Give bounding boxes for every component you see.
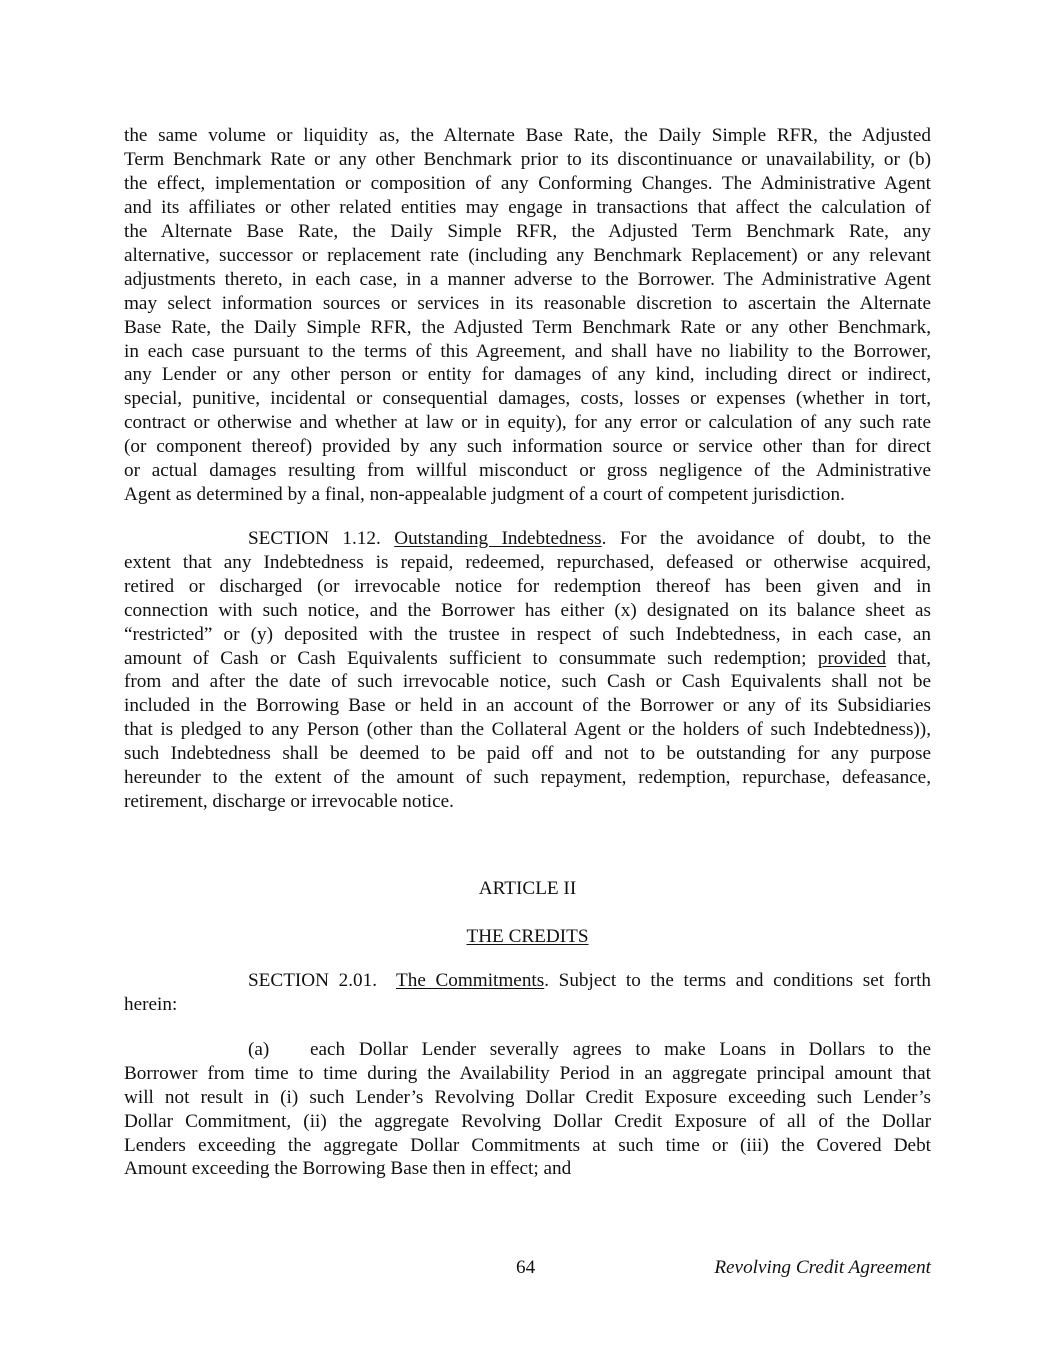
section-title: The Commitments (396, 970, 545, 991)
text-line: Amount exceeding the Borrowing Base then in effect; and (124, 1158, 572, 1179)
text-line: Agent as determined by a final, non-appealable judgment of a court of competent jurisdiction. (124, 484, 845, 505)
text-line: contract or otherwise and whether at law or in equity), for any error or calculation of any such rate (124, 412, 931, 433)
text-line: any Lender or any other person or entity for damages of any kind, including direct or indirect, (124, 364, 931, 385)
text-line: the effect, implementation or composition of any Conforming Changes. The Administrative Agent (124, 173, 931, 194)
text-line: adjustments thereto, in each case, in a manner adverse to the Borrower. The Administrative Agent (124, 269, 931, 290)
text-line: from and after the date of such irrevocable notice, such Cash or Cash Equivalents shall not be (124, 671, 931, 692)
text-segment: amount of Cash or Cash Equivalents sufficient to consummate such redemption; (124, 648, 818, 669)
text-line: Term Benchmark Rate or any other Benchmark prior to its discontinuance or unavailability, or (b) (124, 149, 931, 170)
text-line: and its affiliates or other related entities may engage in transactions that affect the calculation of (124, 197, 931, 218)
text-line: special, punitive, incidental or consequential damages, costs, losses or expenses (whether in tort, (124, 388, 931, 409)
text-line: the same volume or liquidity as, the Alternate Base Rate, the Daily Simple RFR, the Adjusted (124, 125, 931, 146)
text-line (124, 647, 931, 671)
provided-term: provided (817, 648, 887, 669)
text-line: such Indebtedness shall be deemed to be paid off and not to be outstanding for any purpose (124, 743, 931, 764)
text-segment: that, (886, 648, 931, 669)
text-line: in each case pursuant to the terms of this Agreement, and shall have no liability to the Borrower, (124, 341, 931, 362)
text-line: (or component thereof) provided by any such information source or service other than for direct (124, 436, 931, 457)
text-line: Lenders exceeding the aggregate Dollar Commitments at such time or (iii) the Covered Debt (124, 1135, 931, 1156)
section-number: SECTION 1.12. (248, 528, 381, 549)
clause-label: (a) (248, 1039, 270, 1060)
article-title-text: THE CREDITS (466, 926, 589, 947)
section-heading-line (248, 969, 931, 993)
text-line: the Alternate Base Rate, the Daily Simple RFR, the Adjusted Term Benchmark Rate, any (124, 221, 931, 242)
text-line: connection with such notice, and the Borrower has either (x) designated on its balance sheet as (124, 600, 931, 621)
text-segment: . Subject to the terms and conditions set forth (544, 970, 932, 991)
text-line: “restricted” or (y) deposited with the trustee in respect of such Indebtedness, in each case, an (124, 624, 931, 645)
page-number: 64 (516, 1257, 536, 1278)
section-title: Outstanding Indebtedness (394, 528, 602, 549)
section-number: SECTION 2.01. (248, 970, 378, 991)
text-line: retirement, discharge or irrevocable notice. (124, 791, 454, 812)
text-line: retired or discharged (or irrevocable notice for redemption thereof has been given and in (124, 576, 931, 597)
text-line: hereunder to the extent of the amount of such repayment, redemption, repurchase, defeasance, (124, 767, 931, 788)
text-segment: each Dollar Lender severally agrees to make Loans in Dollars to the (310, 1039, 931, 1060)
document-title-footer: Revolving Credit Agreement (714, 1257, 931, 1278)
text-line: will not result in (i) such Lender’s Revolving Dollar Credit Exposure exceeding such Lender’s (124, 1087, 931, 1108)
article-heading: ARTICLE II (478, 878, 577, 899)
text-segment: . For the avoidance of doubt, to the (601, 528, 932, 549)
text-line: included in the Borrowing Base or held in an account of the Borrower or any of its Subsidiaries (124, 695, 931, 716)
article-title (124, 925, 931, 949)
text-line: Dollar Commitment, (ii) the aggregate Revolving Dollar Credit Exposure of all of the Dollar (124, 1111, 931, 1132)
text-line: herein: (124, 994, 178, 1015)
text-line: or actual damages resulting from willful misconduct or gross negligence of the Administrative (124, 460, 931, 481)
section-heading-line (248, 527, 931, 551)
clause-first-line (248, 1038, 931, 1062)
text-line: may select information sources or services in its reasonable discretion to ascertain the Alternate (124, 293, 931, 314)
text-line: that is pledged to any Person (other than the Collateral Agent or the holders of such Indebtedness)), (124, 719, 931, 740)
text-line: Base Rate, the Daily Simple RFR, the Adjusted Term Benchmark Rate or any other Benchmark, (124, 317, 931, 338)
text-line: alternative, successor or replacement rate (including any Benchmark Replacement) or any relevant (124, 245, 931, 266)
text-line: Borrower from time to time during the Availability Period in an aggregate principal amount that (124, 1063, 931, 1084)
text-line: extent that any Indebtedness is repaid, redeemed, repurchased, defeased or otherwise acquired, (124, 552, 931, 573)
